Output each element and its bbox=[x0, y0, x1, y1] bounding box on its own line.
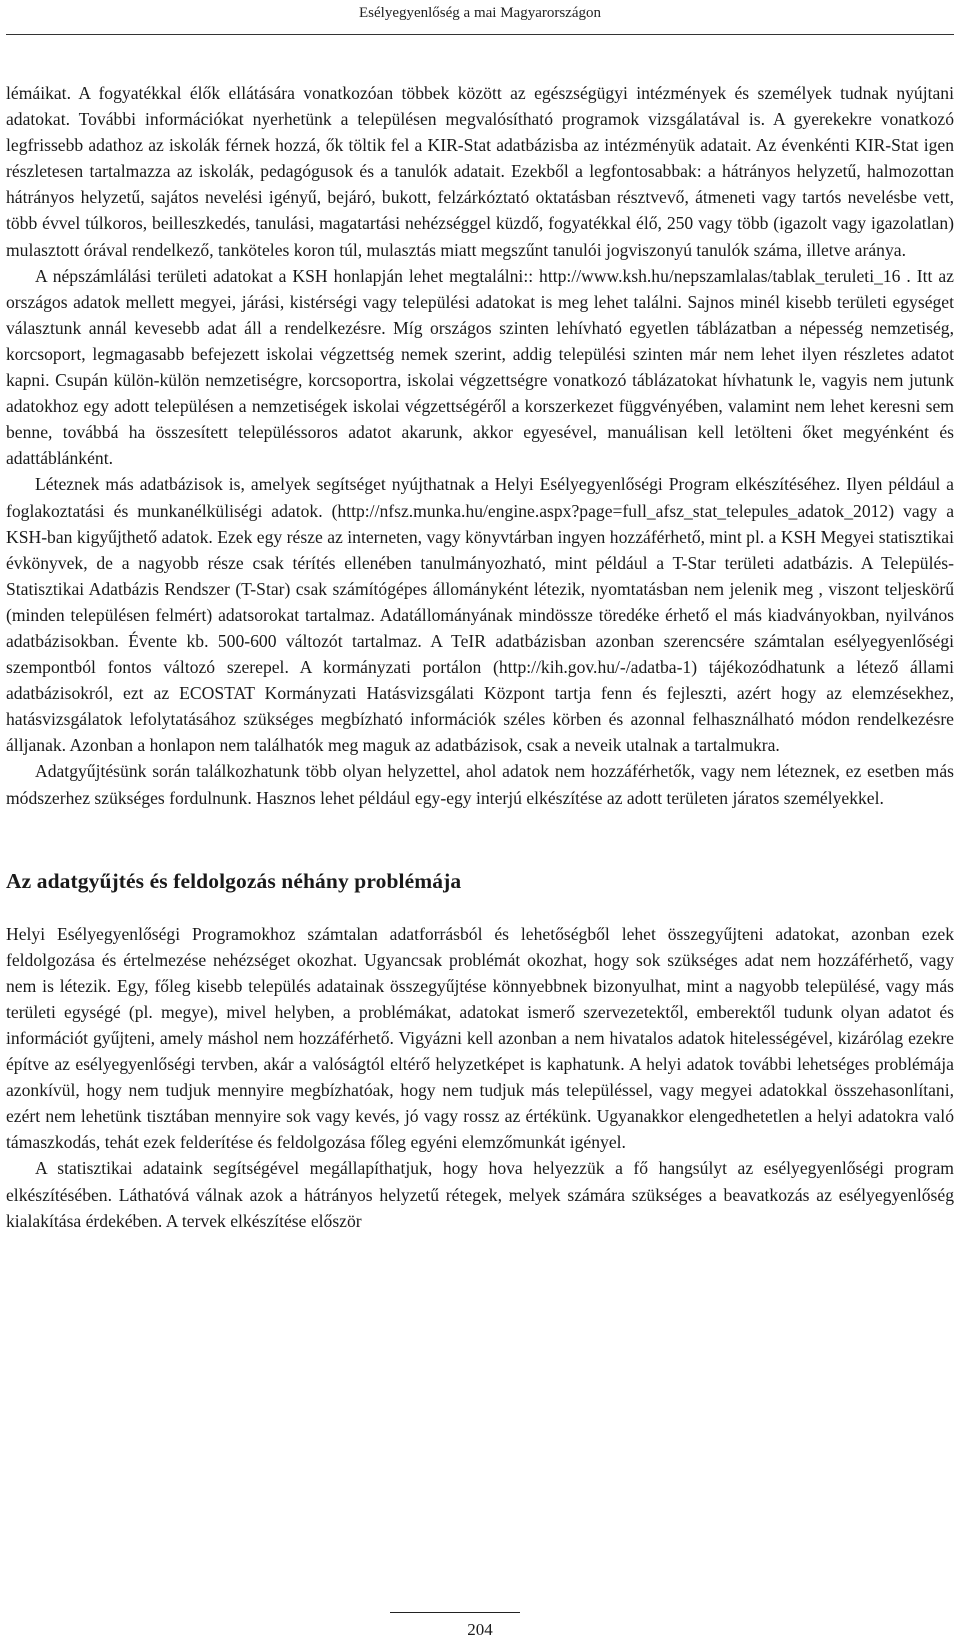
paragraph-data-problems: Helyi Esélyegyenlőségi Programokhoz számtalan adatforrásból és lehetőségből lehet összegyűjteni adatokat, azonban ezek feldolgozása és értelmezése nehézséget okozhat. Ugyancsak problémát okozhat, hogy sok szükséges adat nem hozzáférhető, vagy nem is létezik. Egy, főleg kisebb település adatainak összegyűjtése könnyebbnek bizonyulhat, mint a nagyobb településé, vagy más területi egységé (pl. megye), mivel helyben, a problémákat, adatokat ismerő szervezetektől, emberektől tudunk olyan adatot és információt gyűjteni, amely máshol nem hozzáférhető. Vigyázni kell azonban a nem hivatalos adatok hitelességével, kizárólag ezekre építve az esélyegyenlőségi tervben, akár a valóságtól eltérő helyzetképet is kaphatunk. A helyi adatok további lehetséges problémája azonkívül, hogy nem tudjuk mennyire megbízhatóak, hogy nem tudjuk más településsel, vagy megyei adatokkal összehasonlítani, ezért nem lehetünk tisztában mennyire sok vagy kevés, jó vagy rossz az értékünk. Ugyanakkor elengedhetetlen a helyi adatokra való támaszkodás, tehát ezek felderítése és feldolgozása főleg egyéni elemzőmunkát igényel. bbox=[6, 923, 954, 1153]
header-divider bbox=[6, 34, 954, 35]
page-number: 204 bbox=[467, 1620, 493, 1639]
page-body bbox=[6, 80, 954, 1234]
paragraph-statistics-focus: A statisztikai adataink segítségével megállapíthatjuk, hogy hova helyezzük a fő hangsúlyt az esélyegyenlőségi program elkészítésében. Láthatóvá válnak azok a hátrányos helyzetű rétegek, melyek számára szükséges a beavatkozás az esélyegyenlőség kialakítása érdekében. A tervek elkészítése először bbox=[6, 1158, 954, 1231]
paragraph-census-data: A népszámlálási területi adatokat a KSH honlapján lehet megtalálni:: http://www.ksh.hu/nepszamlalas/tablak_teruleti_16 . Itt az országos adatok mellett megyei, járási, kistérségi vagy települési adatokat is meg lehet találni. Sajnos minél kisebb területi egységet választunk annál kevesebb adat áll a rendelkezésre. Míg országos szinten lehívható egyetlen táblázatban a népesség nemzetiség, korcsoport, legmagasabb befejezett iskolai végzettség nemek szerint, addig települési szinten már nem lehet ilyen részletes adatot kapni. Csupán külön-külön nemzetiségre, korcsoportra, iskolai végzettségre vonatkozó táblázatokat hívhatunk le, vagyis nem jutunk adatokhoz egy adott településen a nemzetiségek iskolai végzettségéről a korszerkezet függvényében, valamint nem lehet keresni sem benne, továbbá ha összesített településsoros adatot akarunk, akkor egyesével, manuálisan kell letölteni őket megyénként és adattáblánként. bbox=[6, 265, 954, 469]
paragraph-interviews: Adatgyűjtésünk során találkozhatunk több olyan helyzettel, ahol adatok nem hozzáférhetők, vagy nem léteznek, ez esetben más módszerhez szükséges fordulnunk. Hasznos lehet például egy-egy interjú elkészítése az adott területen járatos személyekkel. bbox=[6, 761, 954, 808]
paragraph-continuation: lémáikat. A fogyatékkal élők ellátására vonatkozóan többek között az egészségügyi intézmények és személyek tudnak nyújtani adatokat. További információkat nyerhetünk a településen megvalósítható programok vizsgálatával is. A gyerekekre vonatkozó legfrissebb adathoz az iskolák férnek hozzá, ők töltik fel a KIR-Stat adatbázisba az intézményük adatait. Az évenkénti KIR-Stat igen részletesen tartalmazza az iskolák, pedagógusok és a tanulók adatait. Ezekből a legfontosabbak: a hátrányos helyzetű, halmozottan hátrányos helyzetű, sajátos nevelési igényű, bejáró, bukott, felzárkóztató oktatásban résztvevő, átmeneti vagy tartós nevelésbe vett, több évvel túlkoros, beilleszkedés, tanulási, magatartási nehézséggel küzdő, fogyatékkal élő, 250 vagy több (igazolt vagy igazolatlan) mulasztott órával rendelkező, tanköteles koron túl, mulasztás miatt megszűnt tanulói jogviszonyú tanulók száma, illetve aránya. bbox=[6, 83, 954, 260]
footer-divider bbox=[390, 1612, 520, 1613]
running-title: Esélyegyenlőség a mai Magyarországon bbox=[359, 5, 601, 21]
paragraph-other-databases: Léteznek más adatbázisok is, amelyek segítséget nyújthatnak a Helyi Esélyegyenlőségi Program elkészítéséhez. Ilyen például a foglakoztatási és munkanélküliségi adatok. (http://nfsz.munka.hu/engine.aspx?page=full_afsz_stat_telepules_adatok_2012) vagy a KSH-ban kigyűjthető adatok. Ezek egy része az interneten, vagy könyvtárban ingyen hozzáférhető, mint pl. a KSH Megyei statisztikai évkönyvek, de a nagyobb része csak térítés ellenében tanulmányozható, mint például a T-Star területi adatbázis. A Település-Statisztikai Adatbázis Rendszer (T-Star) csak számítógépes állományként létezik, nyomtatásban nem jelenik meg , viszont teljeskörű (minden településen felmért) adatsorokat tartalmaz. Adatállományának mindössze töredéke érhető el más kiadványokban, nyilvános adatbázisokban. Évente kb. 500-600 változót tartalmaz. A TeIR adatbázisban azonban szerencsére számtalan esélyegyenlőségi szempontból fontos változó szerepel. A kormányzati portálon (http://kih.gov.hu/-/adatba-1) tájékozódhatunk a létező állami adatbázisokról, ezt az ECOSTAT Kormányzati Hatásvizsgálati Központ tartja fenn és fejleszti, azért hogy az elemzésekhez, hatásvizsgálatok lefolytatásához szükséges megbízható információk széles körben és azonnal felhasználható módon rendelkezésre álljanak. Azonban a honlapon nem találhatók meg maguk az adatbázisok, csak a neveik utalnak a tartalmukra. bbox=[6, 474, 954, 756]
running-header bbox=[0, 0, 960, 38]
section-heading: Az adatgyűjtés és feldolgozás néhány problémája bbox=[6, 868, 462, 893]
